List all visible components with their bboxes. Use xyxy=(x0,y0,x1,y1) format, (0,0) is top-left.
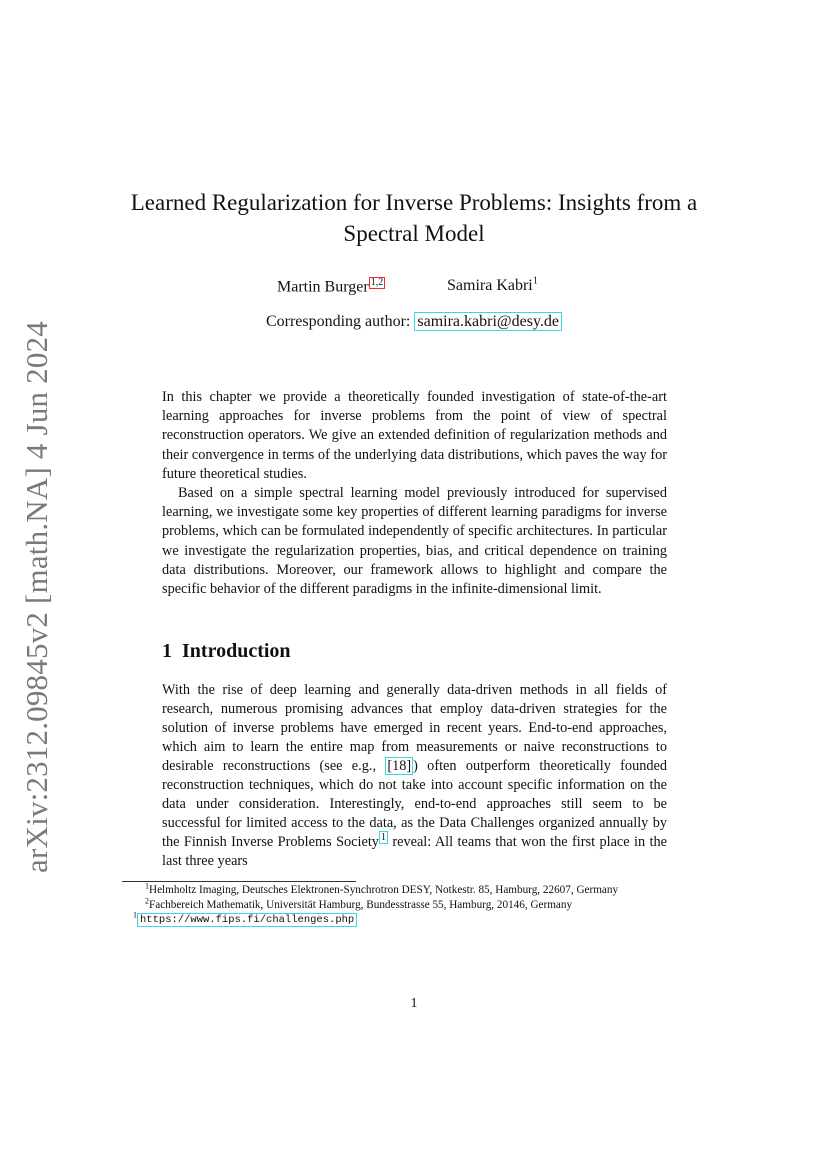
footnotes xyxy=(124,883,710,928)
section-number: 1 xyxy=(162,640,172,662)
footnote-url xyxy=(124,912,710,928)
paper-title: Learned Regularization for Inverse Problems: Insights from a Spectral Model xyxy=(130,190,698,246)
abstract xyxy=(162,388,667,599)
intro-paragraph xyxy=(162,681,667,871)
footnote-affiliation-1 xyxy=(124,883,710,898)
footnote-mark: 1 xyxy=(133,910,137,920)
abstract-paragraph: Based on a simple spectral learning model previously introduced for supervised learning, we investigate some key properties of different learning paradigms for inverse problems, which can be formulated independently of specific architectures. In particular we investigate the regularization properties, bias, and critical dependence on training data distributions. Moreover, our framework allows to highlight and compare the specific behavior of the different paradigms in the infinite-dimensional limit. xyxy=(162,485,667,598)
intro-text: reveal: All teams that won the first place in the last three years xyxy=(162,834,667,869)
arxiv-side-stamp xyxy=(17,321,57,873)
citation-link[interactable]: [18] xyxy=(387,758,412,774)
footnote-mark: 1 xyxy=(145,881,149,891)
introduction-body xyxy=(162,681,667,871)
affiliation-link[interactable]: 1,2 xyxy=(370,277,384,288)
footnote-affiliation-2 xyxy=(124,895,710,913)
section-heading xyxy=(162,640,291,663)
author-name: Samira Kabri xyxy=(447,277,533,294)
footnote-mark: 2 xyxy=(145,895,149,905)
corresponding-author xyxy=(0,313,828,331)
author-kabri xyxy=(447,277,538,295)
fips-challenges-link[interactable]: https://www.fips.fi/challenges.php xyxy=(137,913,357,927)
intro-text: With the rise of deep learning and generally data-driven methods in all fields of research, numerous promising advances that employ data-driven strategies for the solution of inverse problems have emerged in recent years. End-to-end approaches, which aim to learn the entire map from measurements or naive reconstructions to desirable reconstructions (see e.g., xyxy=(162,682,667,774)
section-title: Introduction xyxy=(182,640,291,662)
footnote-text: Fachbereich Mathematik, Universität Hamburg, Bundesstrasse 55, Hamburg, 20146, Germany xyxy=(149,898,573,911)
author-name: Martin Burger xyxy=(277,278,369,296)
footnote-text: Helmholtz Imaging, Deutsches Elektronen-Synchrotron DESY, Notkestr. 85, Hamburg, 22607, Germany xyxy=(149,884,619,896)
arxiv-identifier: arXiv:2312.09845v2 [math.NA] 4 Jun 2024 xyxy=(19,321,54,873)
corresponding-label: Corresponding author: xyxy=(265,313,411,330)
footnote-rule xyxy=(122,881,356,882)
page-number: 1 xyxy=(410,996,418,1011)
abstract-paragraph: In this chapter we provide a theoretically founded investigation of state-of-the-art learning approaches for inverse problems from the point of view of spectral reconstruction operators. We give an extended definition of regularization methods and their convergence in terms of the underlying data distributions, which paves the way for future theoretical studies. xyxy=(162,389,667,482)
email-link[interactable]: samira.kabri@desy.de xyxy=(414,312,562,331)
author-burger xyxy=(277,277,385,296)
footnote-link[interactable]: 1 xyxy=(380,832,386,844)
intro-text: ) often outperform theoretically founded reconstruction techniques, which do not take into account specific information on the data under consideration. Interestingly, end-to-end approaches still seem to be successful for limited access to the data, as the Data Challenges organized annually by the Finnish Inverse Problems Society xyxy=(162,758,668,850)
affiliation-mark: 1 xyxy=(532,275,538,287)
